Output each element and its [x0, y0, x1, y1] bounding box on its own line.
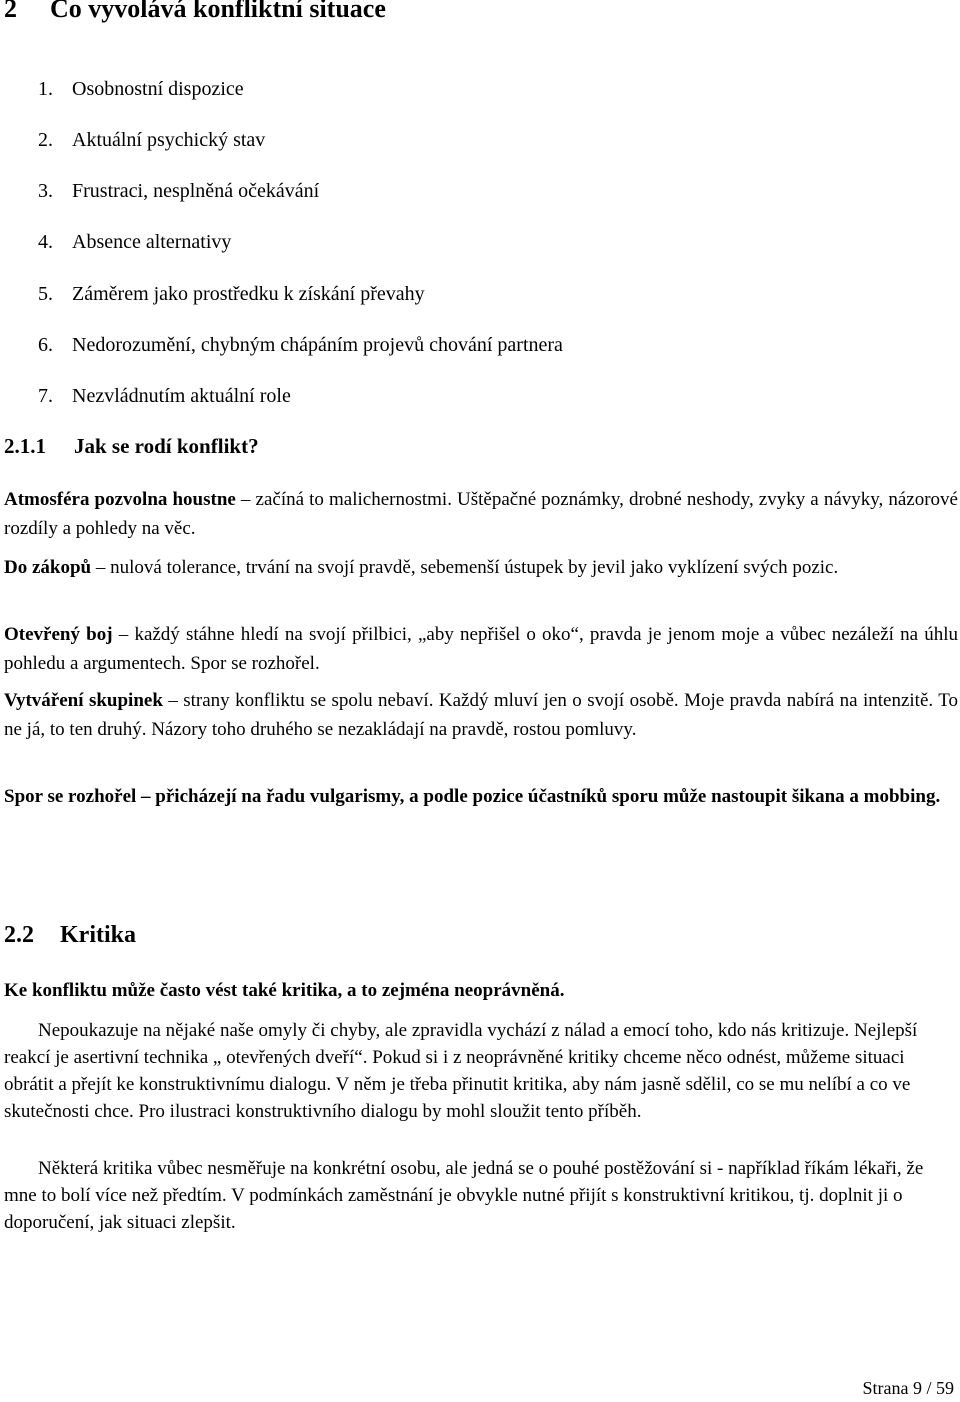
stage-term: Vytváření skupinek — [4, 690, 163, 711]
section-heading — [4, 922, 136, 949]
stage-term: Spor se rozhořel — [4, 786, 137, 807]
chapter-heading — [4, 0, 386, 24]
section-lead: Ke konfliktu může často vést také kritika, a to zejména neoprávněná. — [4, 980, 565, 1001]
section-number: 2.2 — [4, 922, 34, 948]
list-item: 5. Záměrem jako prostředku k získání převahy — [38, 283, 425, 305]
list-item: 7. Nezvládnutím aktuální role — [38, 385, 291, 407]
stage-term: Atmosféra pozvolna houstne — [4, 489, 236, 510]
section-title: Kritika — [60, 922, 136, 948]
list-item: 4. Absence alternativy — [38, 231, 232, 253]
stage-paragraph: Do zákopů – nulová tolerance, trvání na svojí pravdě, sebemenší ústupek by jevil jako vyklízení svých pozic. — [4, 557, 839, 578]
stage-paragraph: Spor se rozhořel – přicházejí na řadu vulgarismy, a podle pozice účastníků sporu může nastoupit šikana a mobbing. — [4, 786, 941, 807]
list-item: 2. Aktuální psychický stav — [38, 129, 266, 151]
subsection-number: 2.1.1 — [4, 434, 46, 458]
subsection-title: Jak se rodí konflikt? — [74, 434, 259, 458]
chapter-title: Co vyvolává konfliktní situace — [50, 0, 386, 23]
stage-paragraph: Atmosféra pozvolna houstne – začíná to malichernostmi. Uštěpačné poznámky, drobné neshody, zvyky a návyky, názorové rozdíly a pohledy na věc. — [4, 489, 958, 539]
body-paragraph: Některá kritika vůbec nesměřuje na konkrétní osobu, ale jedná se o pouhé postěžování si - například říkám lékaři, že mne to bolí více než předtím. V podmínkách zaměstnání je obvykle nutné přijít s konstruktivní kritikou, tj. doplnit ji o doporučení, jak situaci zlepšit. — [4, 1158, 924, 1233]
chapter-number: 2 — [4, 0, 17, 23]
list-item: 3. Frustraci, nesplněná očekávání — [38, 180, 320, 202]
stage-term: Otevřený boj — [4, 624, 113, 645]
stage-paragraph: Otevřený boj – každý stáhne hledí na svojí přilbici, „aby nepřišel o oko“, pravda je jenom moje a vůbec nezáleží na úhlu pohledu a argumentech. Spor se rozhořel. — [4, 624, 958, 674]
stage-paragraph: Vytváření skupinek – strany konfliktu se spolu nebaví. Každý mluví jen o svojí osobě. Moje pravda nabírá na intenzitě. To ne já, to ten druhý. Názory toho druhého se nezakládají na pravdě, rostou pomluvy. — [4, 690, 959, 740]
list-item: 6. Nedorozumění, chybným chápáním projevů chování partnera — [38, 334, 563, 356]
body-paragraph: Nepoukazuje na nějaké naše omyly či chyby, ale zpravidla vychází z nálad a emocí toho, kdo nás kritizuje. Nejlepší reakcí je asertivní technika „ otevřených dveří“. Pokud si i z neoprávněné kritiky chceme něco odnést, můžeme situaci obrátit a přejít ke konstruktivnímu dialogu. V něm je třeba přinutit kritika, aby nám jasně sdělil, co se mu nelíbí a co ve skutečnosti chce. Pro ilustraci konstruktivního dialogu by mohl sloužit tento příběh. — [4, 1020, 918, 1122]
list-item: 1. Osobnostní dispozice — [38, 78, 244, 100]
subsection-heading — [4, 434, 259, 459]
stage-term: Do zákopů — [4, 557, 92, 578]
page-number: Strana 9 / 59 — [862, 1378, 954, 1398]
